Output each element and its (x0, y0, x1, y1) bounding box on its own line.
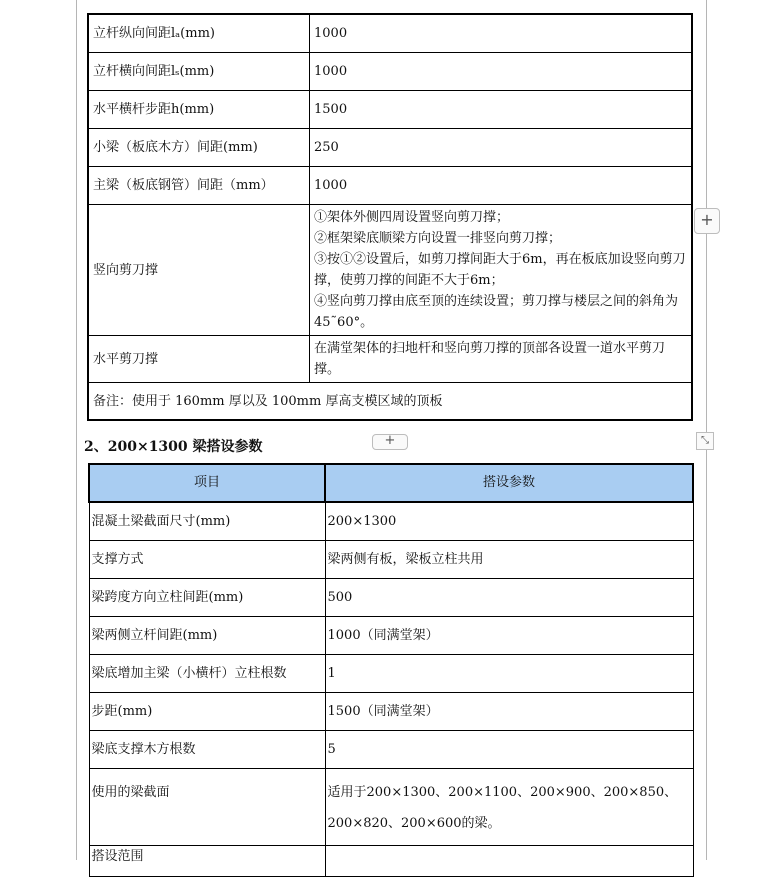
table-cell-value: 1000（同满堂架） (325, 617, 693, 655)
table-cell-value: 500 (325, 579, 693, 617)
page-left-edge (76, 0, 77, 860)
beam-parameter-table (88, 463, 694, 877)
vertical-brace-line: ②框架梁底顺梁方向设置一排竖向剪刀撑； (314, 231, 562, 246)
table-header-param: 搭设参数 (325, 464, 693, 502)
formwork-parameter-table (87, 13, 693, 421)
horizontal-brace-value: 在满堂架体的扫地杆和竖向剪刀撑的顶部各设置一道水平剪刀撑。 (310, 336, 693, 383)
table-note: 备注：使用于 160mm 厚以及 100mm 厚高支模区域的顶板 (88, 383, 692, 421)
vertical-brace-line: ①架体外侧四周设置竖向剪刀撑； (314, 210, 510, 225)
table-cell-label: 立杆纵向间距lₐ(mm) (88, 14, 310, 53)
table-cell-label: 支撑方式 (89, 541, 325, 579)
table-cell-value: 1 (325, 655, 693, 693)
table-resize-icon[interactable]: ⤡ (696, 432, 714, 450)
vertical-brace-label: 竖向剪刀撑 (88, 205, 310, 336)
section-heading: 2、200×1300 梁搭设参数 (84, 439, 263, 455)
table-cell-value: 1500 (310, 91, 693, 129)
table-cell-value: 5 (325, 731, 693, 769)
table-cell-label: 梁底支撑木方根数 (89, 731, 325, 769)
table-header-item: 项目 (89, 464, 325, 502)
table-cell-label: 使用的梁截面 (89, 769, 325, 846)
table-cell-label: 搭设范围 (89, 846, 325, 877)
table-cell-label: 梁跨度方向立柱间距(mm) (89, 579, 325, 617)
horizontal-brace-label: 水平剪刀撑 (88, 336, 310, 383)
page-right-edge (706, 0, 707, 860)
table-cell-label: 立杆横向间距lₛ(mm) (88, 53, 310, 91)
table-cell-value: 1500（同满堂架） (325, 693, 693, 731)
add-row-button[interactable]: + (372, 434, 408, 450)
table-cell-value: 1000 (310, 53, 693, 91)
add-column-button[interactable]: + (694, 208, 720, 234)
table-cell-label: 梁底增加主梁（小横杆）立柱根数 (89, 655, 325, 693)
table-cell-value: 梁两侧有板，梁板立柱共用 (325, 541, 693, 579)
table-cell-value: 适用于200×1300、200×1100、200×900、200×850、200×820、200×600的梁。 (325, 769, 693, 846)
table-cell-value (325, 846, 693, 877)
table-cell-label: 水平横杆步距h(mm) (88, 91, 310, 129)
table-cell-label: 步距(mm) (89, 693, 325, 731)
table-cell-label: 小梁（板底木方）间距(mm) (88, 129, 310, 167)
vertical-brace-value (310, 205, 693, 336)
vertical-brace-line: ④竖向剪刀撑由底至顶的连续设置；剪刀撑与楼层之间的斜角为45˜60°。 (314, 294, 679, 330)
table-cell-value: 1000 (310, 14, 693, 53)
table-cell-label: 混凝土梁截面尺寸(mm) (89, 502, 325, 541)
table-cell-value: 250 (310, 129, 693, 167)
table-cell-label: 主梁（板底钢管）间距（mm） (88, 167, 310, 205)
table-cell-label: 梁两侧立杆间距(mm) (89, 617, 325, 655)
table-cell-value: 200×1300 (325, 502, 693, 541)
table-cell-value: 1000 (310, 167, 693, 205)
vertical-brace-line: ③按①②设置后，如剪刀撑间距大于6m，再在板底加设竖向剪刀撑，使剪刀撑的间距不大于6m； (314, 252, 686, 288)
